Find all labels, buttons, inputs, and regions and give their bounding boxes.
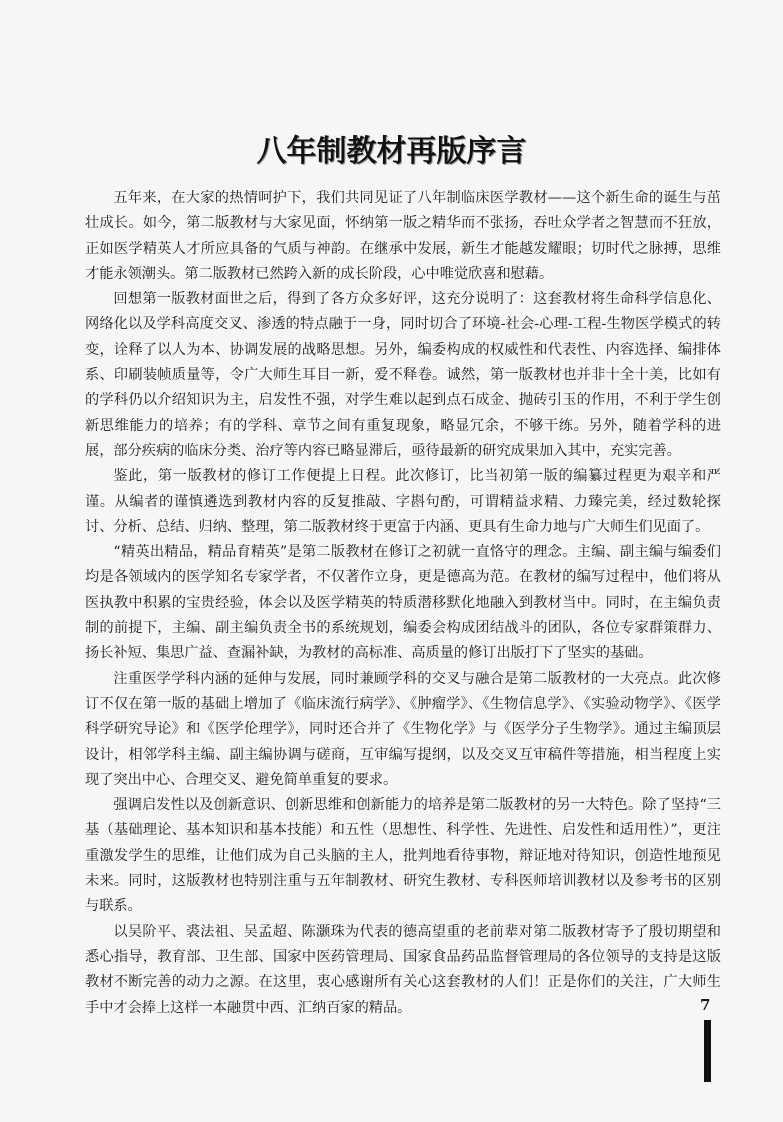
- paragraph: 鉴此，第一版教材的修订工作便提上日程。此次修订，比当初第一版的编纂过程更为艰辛和严谨。从编者的谨慎遴选到教材内容的反复推敲、字斟句酌，可谓精益求精、力臻完美，经过数轮探讨、分析、总结、归纳、整理，第二版教材终于更富于内涵、更具有生命力地与广大师生们见面了。: [85, 468, 721, 535]
- paragraph: 以吴阶平、裘法祖、吴孟超、陈灏珠为代表的德高望重的老前辈对第二版教材寄予了殷切期望和悉心指导，教育部、卫生部、国家中医药管理局、国家食品药品监督管理局的各位领导的支持是这版教材不断完善的动力之源。在这里，衷心感谢所有关心这套教材的人们！正是你们的关注，广大师生手中才会捧上这样一本融贯中西、汇纳百家的精品。: [85, 923, 721, 1016]
- paragraph: 注重医学学科内涵的延伸与发展，同时兼顾学科的交叉与融合是第二版教材的一大亮点。此次修订不仅在第一版的基础上增加了《临床流行病学》、《肿瘤学》、《生物信息学》、《实验动物学》、《医学科学研究导论》和《医学伦理学》，同时还合并了《生物化学》与《医学分子生物学》。通过主编顶层设计，相邻学科主编、副主编协调与磋商，互审编写提纲，以及交叉互审稿件等措施，相当程度上实现了突出中心、合理交叉、避免简单重复的要求。: [85, 670, 721, 788]
- page-number: 7: [700, 996, 711, 1014]
- paragraph: 五年来，在大家的热情呵护下，我们共同见证了八年制临床医学教材——这个新生命的诞生与茁壮成长。如今，第二版教材与大家见面，怀纳第一版之精华而不张扬，吞吐众学者之智慧而不狂放，正如医学精英人才所应具备的气质与神韵。在继承中发展，新生才能越发耀眼；切时代之脉搏，思维才能永领潮头。第二版教材已然跨入新的成长阶段，心中唯觉欣喜和慰藉。: [85, 190, 721, 282]
- page-title: 八年制教材再版序言: [256, 134, 527, 169]
- body-text: [85, 186, 721, 1021]
- paragraph: 回想第一版教材面世之后，得到了各方众多好评，这充分说明了：这套教材将生命科学信息化、网络化以及学科高度交叉、渗透的特点融于一身，同时切合了环境-社会-心理-工程-生物医学模式的转变，诠释了以人为本、协调发展的战略思想。另外，编委构成的权威性和代表性、内容选择、编排体系、印刷装帧质量等，令广大师生耳目一新，爱不释卷。诚然，第一版教材也并非十全十美，比如有的学科仍以介绍知识为主，启发性不强，对学生难以起到点石成金、抛砖引玉的作用，不利于学生创新思维能力的培养；有的学科、章节之间有重复现象，略显冗余，不够干练。另外，随着学科的进展，部分疾病的临床分类、治疗等内容已略显滞后，亟待最新的研究成果加入其中，充实完善。: [85, 291, 721, 459]
- paragraph: “精英出精品，精品育精英”是第二版教材在修订之初就一直恪守的理念。主编、副主编与编委们均是各领域内的医学知名专家学者，不仅著作立身，更是德高为范。在教材的编写过程中，他们将从医执教中积累的宝贵经验，体会以及医学精英的特质潜移默化地融入到教材当中。同时，在主编负责制的前提下，主编、副主编负责全书的系统规划，编委会构成团结战斗的团队，各位专家群策群力、扬长补短、集思广益、查漏补缺，为教材的高标准、高质量的修订出版打下了坚实的基础。: [85, 544, 721, 662]
- paragraph: 强调启发性以及创新意识、创新思维和创新能力的培养是第二版教材的另一大特色。除了坚持“三基（基础理论、基本知识和基本技能）和五性（思想性、科学性、先进性、启发性和适用性）”，更注重激发学生的思维，让他们成为自己头脑的主人，批判地看待事物，辩证地对待知识，创造性地预见未来。同时，这版教材也特别注重与五年制教材、研究生教材、专科医师培训教材以及参考书的区别与联系。: [85, 797, 721, 915]
- page-edge-bar: [704, 1020, 711, 1082]
